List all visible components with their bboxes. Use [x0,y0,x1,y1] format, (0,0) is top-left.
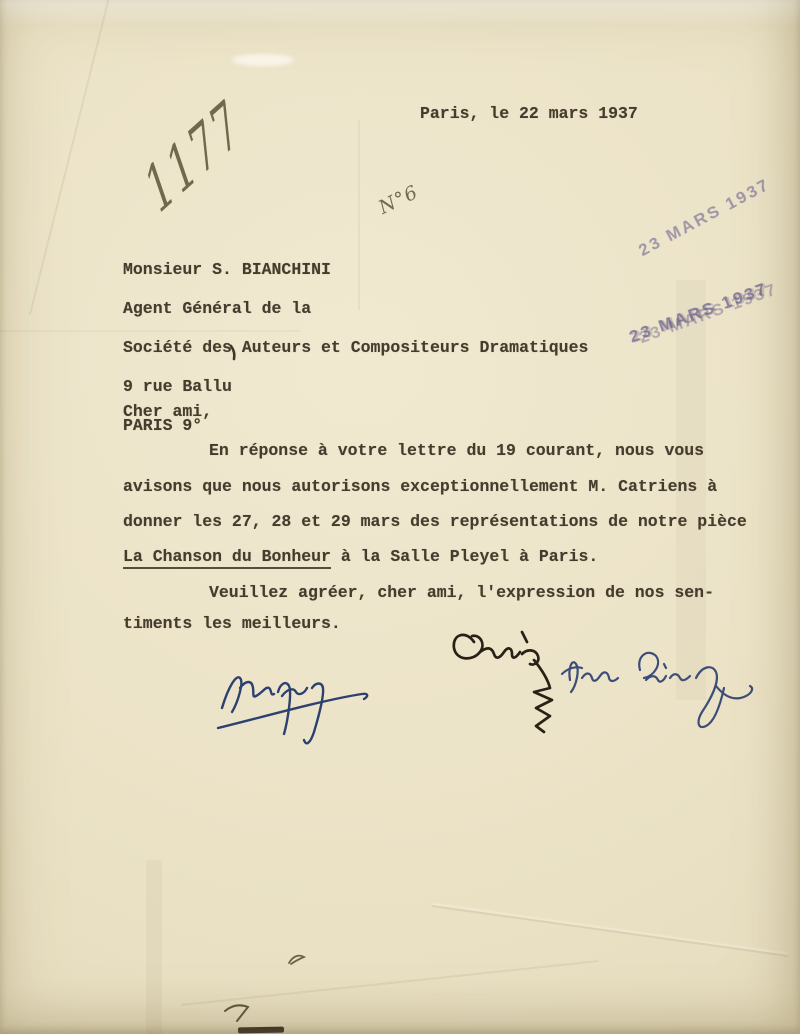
stray-pencil-hook [222,1002,252,1024]
paper-crease [181,960,599,1006]
recipient-title: Agent Général de la [123,298,312,318]
recipient-organization: Société des Auteurs et Compositeurs Dramatiques [123,337,589,357]
date-stamp-2: 23 MARS 1937 [626,278,771,347]
signature-hans [556,624,776,749]
paper-crease [146,860,162,1034]
body-line: avisons que nous autorisons exceptionnellement M. Catriens à [123,477,718,496]
paper-scuff [232,54,294,66]
body-line: En réponse à votre lettre du 19 courant, nous vous [209,441,705,460]
paper-crease [29,0,113,315]
stray-pencil-mark [286,952,308,970]
pencil-number-annotation: 1177 [134,85,252,227]
date-stamp-1: 23 MARS 1937 [635,174,774,260]
recipient-city: PARIS 9° [123,415,203,435]
salutation: Cher ami, [123,402,213,421]
recipient-name: Monsieur S. BIANCHINI [123,259,331,279]
body-line: Veuillez agréer, cher ami, l'expression de nos sen- [209,583,714,602]
stray-ink-mark [227,344,239,362]
paper-crease [432,905,789,957]
scan-edge-smudge [238,1027,284,1034]
body-line [123,547,598,567]
signature-mauprey [212,636,382,751]
body-line: timents les meilleurs. [123,614,341,633]
body-line: donner les 27, 28 et 29 mars des représentations de notre pièce [123,512,747,531]
play-title: La Chanson du Bonheur [123,547,331,569]
pencil-note-annotation: N°6 [375,181,422,219]
recipient-address [123,240,588,455]
body-line-rest: à la Salle Pleyel à Paris. [330,547,599,566]
recipient-street: 9 rue Ballu [123,376,232,396]
date-line: Paris, le 22 mars 1937 [420,104,638,123]
